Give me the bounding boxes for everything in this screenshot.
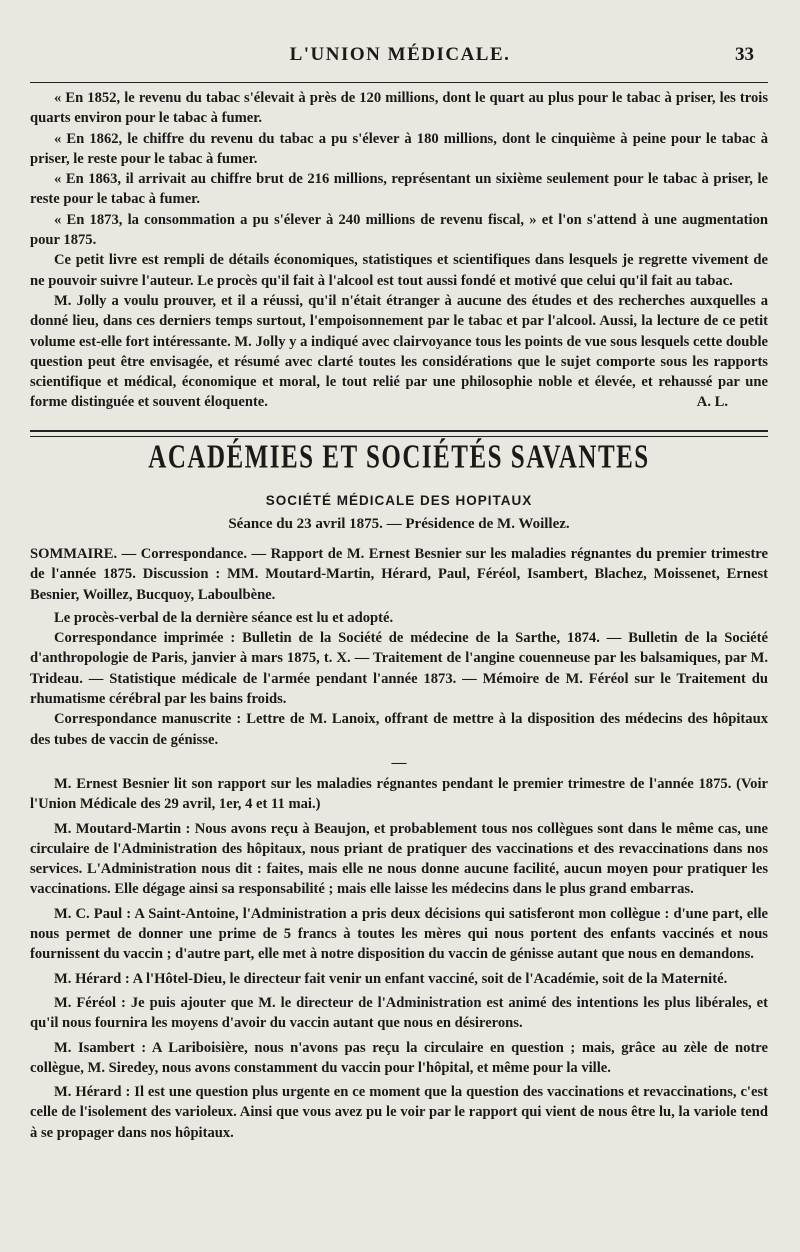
proces-verbal: Le procès-verbal de la dernière séance est lu et adopté. (54, 609, 394, 626)
correspondance-manuscrite: Correspondance manuscrite : Lettre de M. Lanoix, offrant de mettre à la disposition des médecins des hôpitaux des tubes de vaccin de génisse. (30, 711, 768, 748)
signature: A. L. (696, 394, 728, 411)
article-paragraph: « En 1863, il arrivait au chiffre brut de 216 millions, représentant un sixième seulement pour le tabac à priser, le reste pour le tabac à fumer. (30, 171, 768, 208)
article-paragraph: « En 1873, la consommation a pu s'élever à 240 millions de revenu fiscal, » et l'on s'attend à une augmentation pour 1875. (30, 211, 768, 249)
herard-remark-2: M. Hérard : Il est une question plus urgente en ce moment que la question des vaccinations et revaccinations, c'est celle de l'isolement des varioleux. Ainsi que vous avez pu le voir par le rapport qui vient de nous être lu, la variole tend à se propager dans nos hôpitaux. (30, 1084, 768, 1141)
correspondance-imprimee: Correspondance imprimée : Bulletin de la Société de médecine de la Sarthe, 1874. — Bulletin de la Société d'anthropologie de Paris, janvier à mars 1875, t. X. — Traitement de l'angine couenneuse par les balsamiques, par M. Trideau. — Statistique médicale de l'armée pendant l'année 1873. — Mémoire de M. Féréol sur le Traitement du rhumatisme cérébral par les bains froids. (30, 630, 768, 708)
herard-remark: M. Hérard : A l'Hôtel-Dieu, le directeur fait venir un enfant vacciné, soit de l'Académie, soit de la Maternité. (54, 970, 728, 987)
separator-dash: — (391, 754, 407, 771)
session-line: Séance du 23 avril 1875. — Présidence de M. Woillez. (228, 516, 570, 532)
besnier-report: M. Ernest Besnier lit son rapport sur les maladies régnantes pendant le premier trimestre de l'année 1875. (Voir l'Union Médicale des 29 avril, 1er, 4 et 11 mai.) (30, 775, 768, 813)
header-rule (30, 82, 768, 83)
society-name: SOCIÉTÉ MÉDICALE DES HOPITAUX (265, 493, 533, 508)
article-paragraph: « En 1862, le chiffre du revenu du tabac a pu s'élever à 180 millions, dont le cinquième à peine pour le tabac à priser, le reste pour le tabac à fumer. (30, 130, 768, 167)
minutes-text (30, 544, 768, 1143)
society-heading (30, 493, 768, 508)
sommaire: SOMMAIRE. — Correspondance. — Rapport de M. Ernest Besnier sur les maladies régnantes du premier trimestre de l'année 1875. Discussion : MM. Moutard-Martin, Hérard, Paul, Féréol, Isambert, Blachez, Moissenet, Ernest Besnier, Woillez, Bucquoy, Laboulbène. (30, 546, 768, 603)
page-number: 33 (735, 44, 754, 65)
section-title: ACADÉMIES ET SOCIÉTÉS SAVANTES (148, 439, 650, 476)
session-heading (30, 516, 768, 533)
section-rule (30, 430, 768, 437)
article-text (30, 88, 768, 413)
page-header (30, 44, 770, 78)
fereol-remark: M. Féréol : Je puis ajouter que M. le directeur de l'Administration est animé des intentions les plus libérales, et qu'il nous fournira les moyens d'avoir du vaccin autant que nous en désirerons. (30, 994, 768, 1032)
article-paragraph: « En 1852, le revenu du tabac s'élevait à près de 120 millions, dont le quart au plus pour le tabac à priser, les trois quarts environ pour le tabac à fumer. (30, 90, 768, 127)
article-paragraph-text: M. Jolly a voulu prouver, et il a réussi, qu'il n'était étranger à aucune des études et des recherches auxquelles a donné lieu, dans ces derniers temps surtout, l'empoisonnement par le tabac et par l'alcool. Aussi, la lecture de ce petit volume est-elle fort intéressante. M. Jolly y a indiqué avec clairvoyance tous les points de vue sous lesquels cette double question peut être envisagée, et résumé avec clarté toutes les considérations que le sujet comporte sous les rapports scientifique et médical, économique et moral, le tout relié par une philosophie noble et élevée, et rehaussé par une forme distinguée et souvent éloquente. (30, 292, 768, 411)
paul-remark: M. C. Paul : A Saint-Antoine, l'Administration a pris deux décisions qui satisferont mon collègue : d'une part, elle nous permet de donner une prime de 5 francs à toutes les mères qui nous portent des enfants vaccinés et nous fournissent du vaccin ; d'autre part, elle met à notre disposition du vaccin de génisse autant que nous en demandons. (30, 905, 768, 963)
moutard-remark: M. Moutard-Martin : Nous avons reçu à Beaujon, et probablement tous nos collègues sont dans le même cas, une circulaire de l'Administration des hôpitaux, nous priant de pratiquer des vaccinations et des revaccinations dans nos services. L'Administration nous dit : faites, mais elle ne nous donne aucune facilité, aucun moyen pour pratiquer les vaccinations. Elle dégage ainsi sa responsabilité ; mais elle laisse les médecins dans le plus grand embarras. (30, 820, 768, 898)
article-paragraph (30, 291, 768, 413)
running-title: L'UNION MÉDICALE. (289, 44, 511, 65)
article-paragraph: Ce petit livre est rempli de détails économiques, statistiques et scientifiques dans lesquels je regrette vivement de ne pouvoir suivre l'auteur. Le procès qu'il fait à l'alcool est tout aussi fondé et motivé que celui qu'il fait au tabac. (30, 252, 768, 289)
section-heading (30, 439, 768, 476)
isambert-remark: M. Isambert : A Lariboisière, nous n'avons pas reçu la circulaire en question ; mais, grâce au zèle de notre collègue, M. Siredey, nous avons constamment du vaccin pour l'hôpital, et même pour la ville. (30, 1039, 768, 1076)
